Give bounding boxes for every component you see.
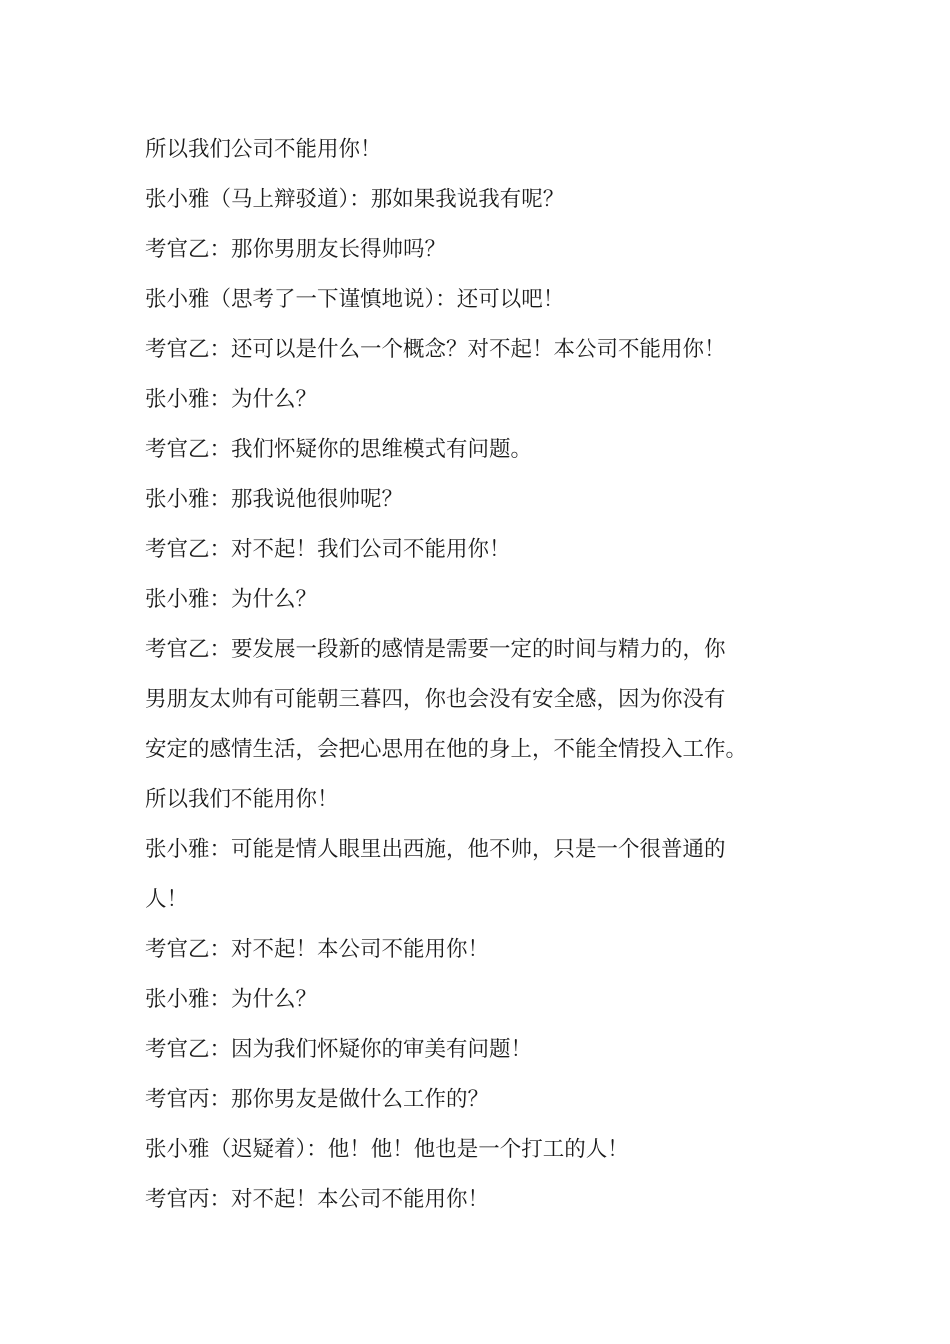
- text-line: 张小雅（马上辩驳道）：那如果我说我有呢？: [145, 187, 565, 212]
- text-line: 张小雅（迟疑着）：他！他！他也是一个打工的人！: [145, 1137, 629, 1162]
- text-line: 所以我们公司不能用你！: [145, 137, 382, 162]
- text-line: 张小雅：为什么？: [145, 587, 318, 612]
- text-line: 人！: [145, 887, 189, 912]
- text-line: 考官乙：要发展一段新的感情是需要一定的时间与精力的，你: [145, 637, 726, 662]
- text-line: 考官乙：因为我们怀疑你的审美有问题！: [145, 1037, 533, 1062]
- text-line: 考官乙：对不起！本公司不能用你！: [145, 937, 490, 962]
- text-line: 张小雅：为什么？: [145, 987, 318, 1012]
- text-line: 张小雅（思考了一下谨慎地说）：还可以吧！: [145, 287, 565, 312]
- text-line: 考官丙：对不起！本公司不能用你！: [145, 1187, 490, 1212]
- text-line: 考官丙：那你男友是做什么工作的？: [145, 1087, 490, 1112]
- text-line: 张小雅：可能是情人眼里出西施，他不帅，只是一个很普通的: [145, 837, 726, 862]
- text-line: 张小雅：为什么？: [145, 387, 318, 412]
- text-line: 考官乙：对不起！我们公司不能用你！: [145, 537, 511, 562]
- text-line: 安定的感情生活，会把心思用在他的身上，不能全情投入工作。: [145, 737, 748, 762]
- text-line: 所以我们不能用你！: [145, 787, 339, 812]
- text-line: 男朋友太帅有可能朝三暮四，你也会没有安全感，因为你没有: [145, 687, 726, 712]
- text-line: 考官乙：还可以是什么一个概念？对不起！本公司不能用你！: [145, 337, 726, 362]
- dialogue-text-block: [145, 125, 830, 1225]
- text-line: 考官乙：那你男朋友长得帅吗？: [145, 237, 447, 262]
- text-line: 考官乙：我们怀疑你的思维模式有问题。: [145, 437, 533, 462]
- text-line: 张小雅：那我说他很帅呢？: [145, 487, 404, 512]
